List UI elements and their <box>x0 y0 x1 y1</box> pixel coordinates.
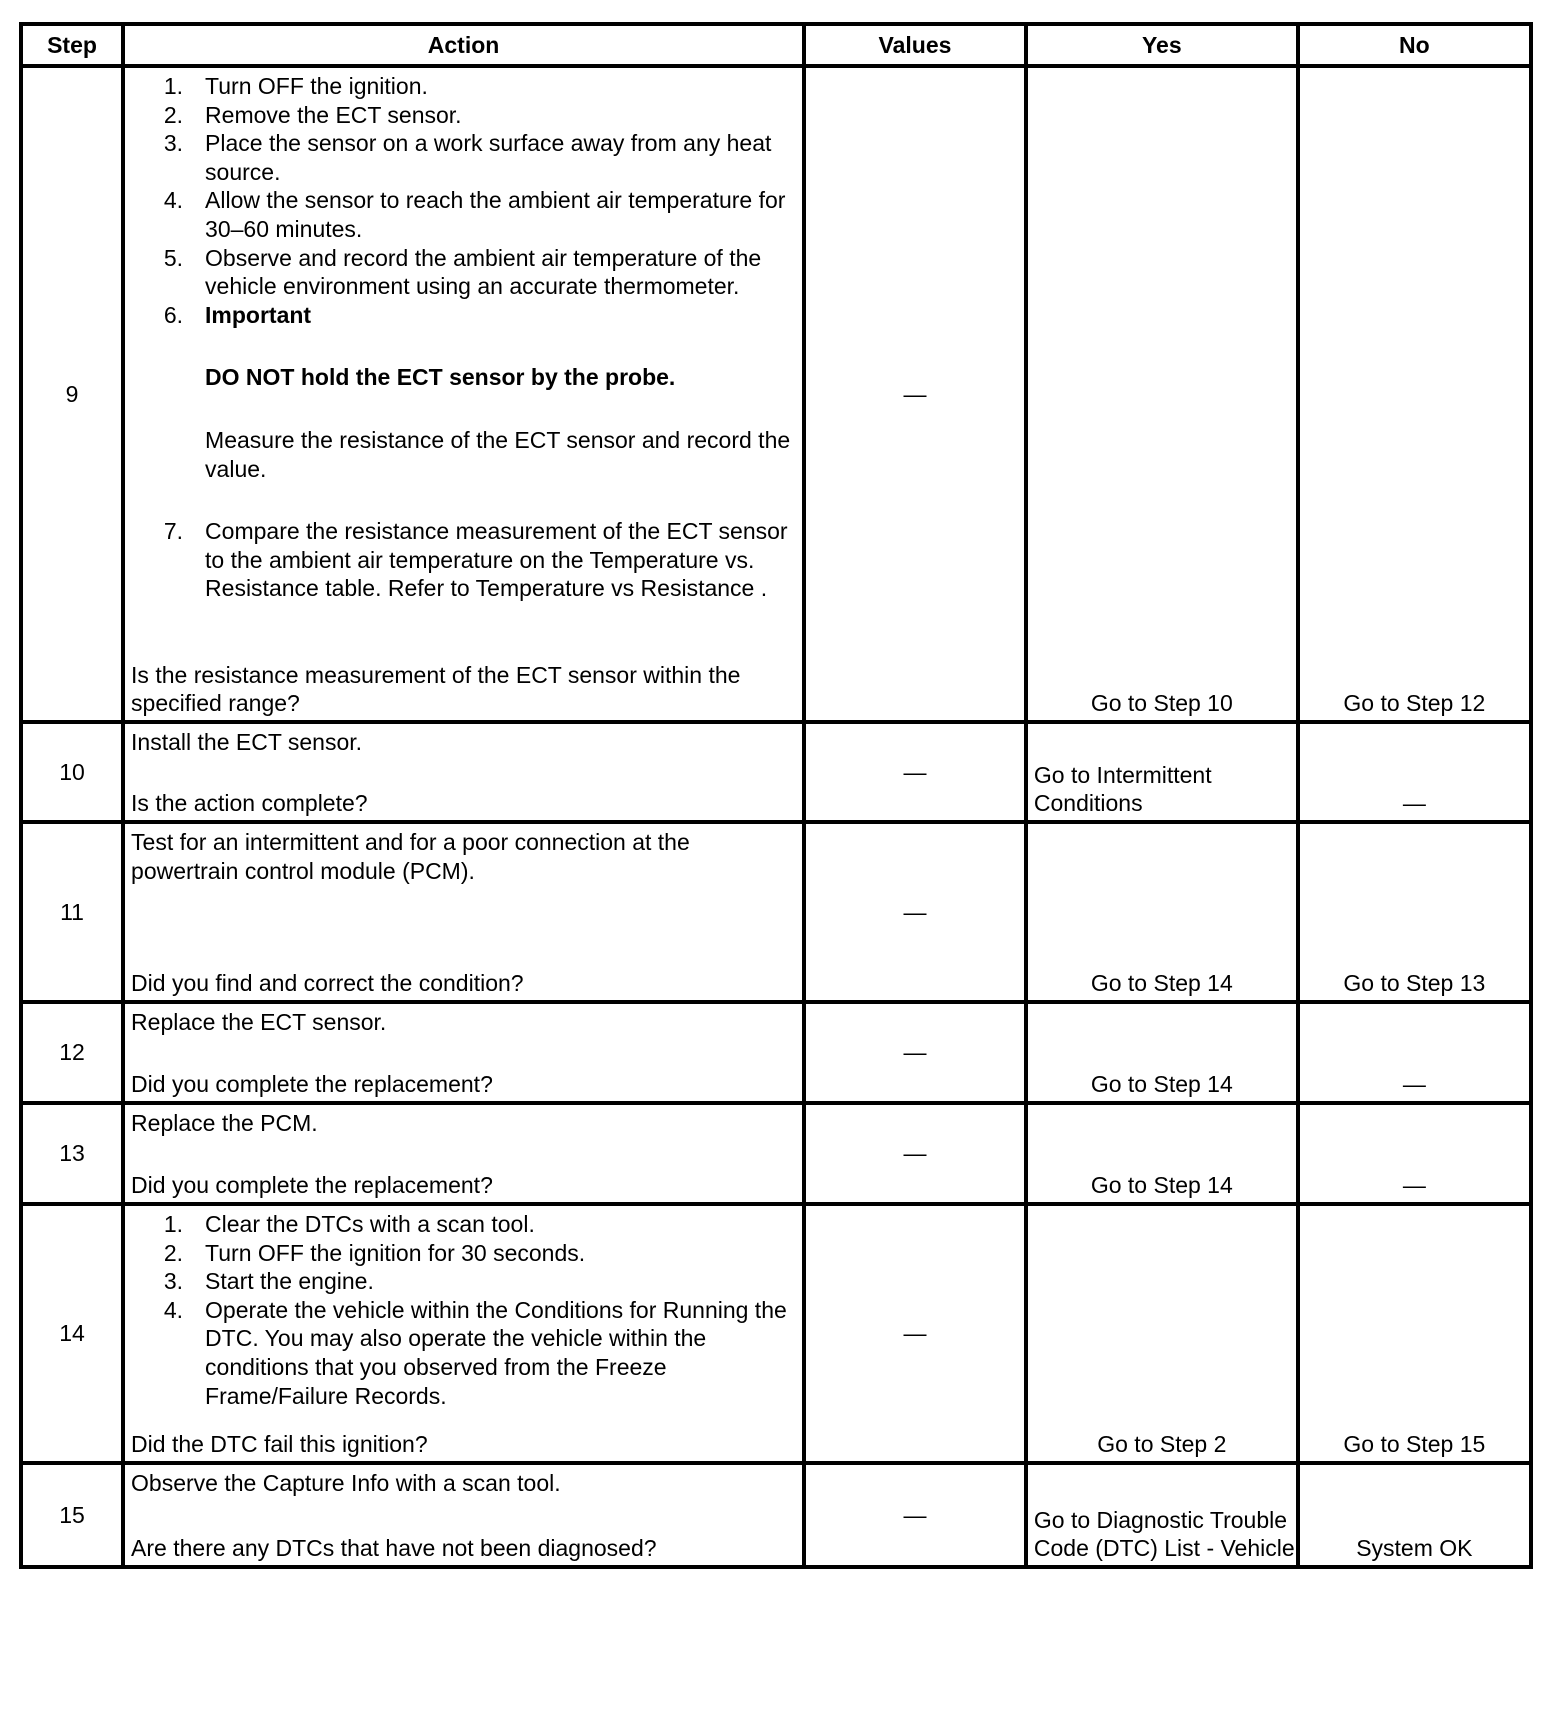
step-number: 12 <box>21 1002 123 1103</box>
action-cell <box>123 1204 804 1463</box>
header-yes: Yes <box>1026 24 1298 66</box>
no-value: — <box>1402 1071 1426 1098</box>
measure-instruction: Measure the resistance of the ECT sensor and record the value. <box>205 426 791 482</box>
no-cell <box>1298 1103 1531 1204</box>
list-item: 2. Turn OFF the ignition for 30 seconds. <box>163 1239 586 1266</box>
values-cell: — <box>804 822 1026 1002</box>
list-item: 4. Operate the vehicle within the Conditions for Running the DTC. You may also operate the vehicle within the conditions that you observed from the Freeze Frame/Failure Records. <box>163 1296 787 1409</box>
header-row <box>21 24 1531 66</box>
values-cell: — <box>804 1463 1026 1567</box>
action-cell <box>123 722 804 822</box>
no-cell <box>1298 822 1531 1002</box>
action-cell <box>123 1002 804 1103</box>
header-values: Values <box>804 24 1026 66</box>
question-text: Did you complete the replacement? <box>131 1172 493 1199</box>
action-text: Install the ECT sensor. <box>131 729 363 755</box>
yes-link[interactable]: Go to Step 14 <box>1090 1172 1233 1199</box>
action-text: Replace the ECT sensor. <box>131 1009 387 1035</box>
question-text: Is the resistance measurement of the ECT sensor within the specified range? <box>131 661 747 717</box>
action-cell <box>123 66 804 722</box>
table-row-step-9 <box>21 66 1531 722</box>
no-link[interactable]: Go to Step 15 <box>1343 1431 1486 1458</box>
yes-cell <box>1026 1002 1298 1103</box>
no-cell <box>1298 1204 1531 1463</box>
important-note: DO NOT hold the ECT sensor by the probe. <box>205 364 676 391</box>
action-content <box>125 1004 802 1101</box>
action-cell <box>123 1103 804 1204</box>
yes-link[interactable]: Go to Step 14 <box>1090 1071 1233 1098</box>
yes-link[interactable]: Go to Diagnostic Trouble Code (DTC) List - Vehicle <box>1033 1506 1295 1562</box>
yes-cell <box>1026 66 1298 722</box>
yes-cell <box>1026 1204 1298 1463</box>
header-no: No <box>1298 24 1531 66</box>
no-value: System OK <box>1356 1535 1473 1562</box>
action-cell <box>123 822 804 1002</box>
yes-link[interactable]: Go to Intermittent Conditions <box>1033 761 1212 817</box>
table-row-step-12 <box>21 1002 1531 1103</box>
no-cell <box>1298 1463 1531 1567</box>
values-cell: — <box>804 66 1026 722</box>
values-cell: — <box>804 722 1026 822</box>
no-value: — <box>1402 790 1426 817</box>
step-number: 13 <box>21 1103 123 1204</box>
action-steps-list <box>131 72 796 603</box>
list-item: 3. Start the engine. <box>163 1268 374 1295</box>
action-text: Test for an intermittent and for a poor connection at the powertrain control module (PCM). <box>131 829 697 884</box>
question-text: Did the DTC fail this ignition? <box>131 1431 428 1458</box>
question-text: Did you find and correct the condition? <box>131 970 524 997</box>
step-number: 15 <box>21 1463 123 1567</box>
no-link[interactable]: Go to Step 12 <box>1343 690 1486 717</box>
action-content <box>125 68 802 720</box>
no-cell <box>1298 1002 1531 1103</box>
values-cell: — <box>804 1103 1026 1204</box>
no-link[interactable]: Go to Step 13 <box>1343 970 1486 997</box>
important-title: Important <box>205 301 312 328</box>
table-row-step-11 <box>21 822 1531 1002</box>
yes-cell <box>1026 1103 1298 1204</box>
no-cell <box>1298 66 1531 722</box>
table-row-step-13 <box>21 1103 1531 1204</box>
question-text: Is the action complete? <box>131 790 368 817</box>
list-item: 4. Allow the sensor to reach the ambient air temperature for 30–60 minutes. <box>163 187 786 242</box>
table-row-step-15 <box>21 1463 1531 1567</box>
yes-link[interactable]: Go to Step 14 <box>1090 970 1233 997</box>
step-number: 9 <box>21 66 123 722</box>
yes-cell <box>1026 722 1298 822</box>
action-content <box>125 1206 802 1461</box>
step-number: 10 <box>21 722 123 822</box>
header-action: Action <box>123 24 804 66</box>
list-item: 5. Observe and record the ambient air temperature of the vehicle environment using an accurate thermometer. <box>163 244 762 300</box>
question-text: Did you complete the replacement? <box>131 1071 493 1098</box>
header-step: Step <box>21 24 123 66</box>
action-content <box>125 724 802 820</box>
list-item: 1. Clear the DTCs with a scan tool. <box>163 1211 535 1237</box>
table-row-step-14 <box>21 1204 1531 1463</box>
values-cell: — <box>804 1002 1026 1103</box>
no-cell <box>1298 722 1531 822</box>
yes-cell <box>1026 822 1298 1002</box>
list-item: 2. Remove the ECT sensor. <box>163 101 462 128</box>
action-content <box>125 1465 802 1565</box>
action-text: Replace the PCM. <box>131 1110 318 1136</box>
yes-link[interactable]: Go to Step 10 <box>1090 690 1233 717</box>
list-item: 6. Important DO NOT hold the ECT sensor by the probe. Measure the resistance of the ECT sensor and record the value. <box>131 301 796 517</box>
action-text: Observe the Capture Info with a scan tool. <box>131 1470 561 1496</box>
action-steps-list <box>131 1210 796 1410</box>
action-content <box>125 824 802 1000</box>
diagnostic-table <box>19 22 1533 1569</box>
action-cell <box>123 1463 804 1567</box>
list-item: 7. Compare the resistance measurement of the ECT sensor to the ambient air temperature on the Temperature vs. Resistance table. Refer to Temperature vs Resistance . <box>163 518 788 602</box>
values-cell: — <box>804 1204 1026 1463</box>
step-number: 14 <box>21 1204 123 1463</box>
yes-cell <box>1026 1463 1298 1567</box>
action-content <box>125 1105 802 1202</box>
yes-link[interactable]: Go to Step 2 <box>1097 1431 1227 1458</box>
table-row-step-10 <box>21 722 1531 822</box>
list-item: 3. Place the sensor on a work surface away from any heat source. <box>163 130 772 185</box>
step-number: 11 <box>21 822 123 1002</box>
question-text: Are there any DTCs that have not been diagnosed? <box>131 1535 657 1562</box>
no-value: — <box>1402 1172 1426 1199</box>
list-item: 1. Turn OFF the ignition. <box>163 73 428 99</box>
